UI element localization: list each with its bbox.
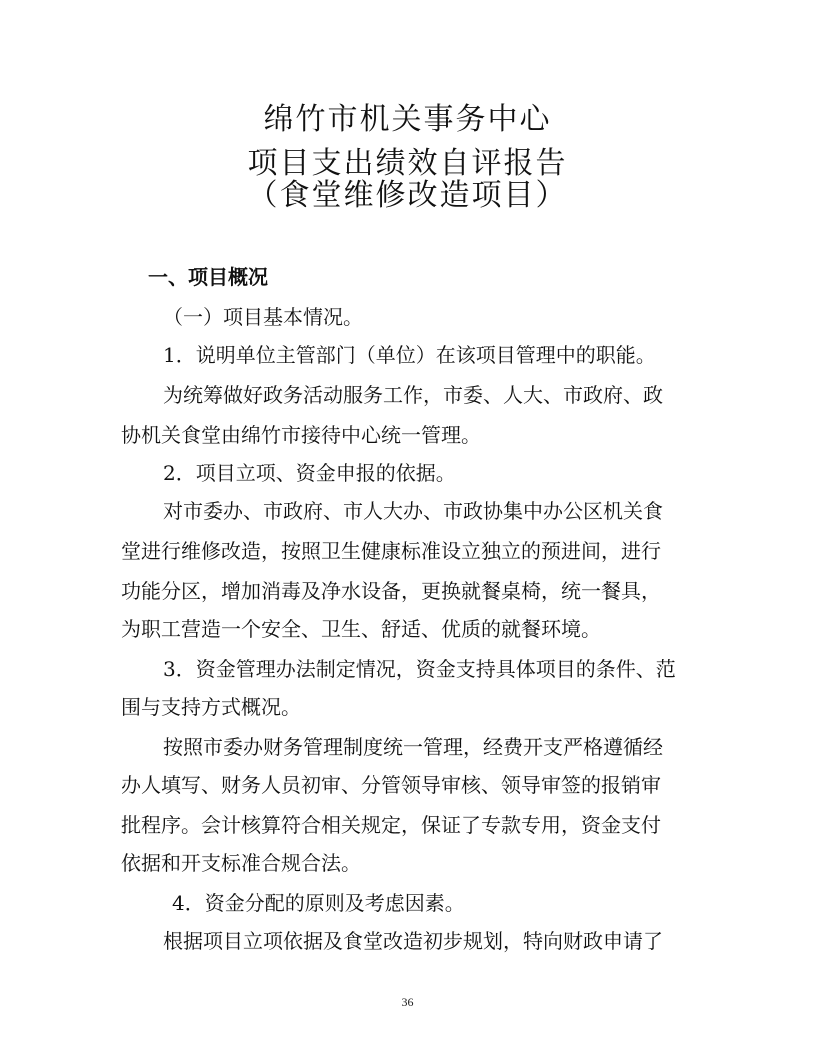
paragraph-line: 对市委办、市政府、市人大办、市政协集中办公区机关食 bbox=[163, 499, 663, 523]
paragraph-line: 功能分区，增加消毒及净水设备，更换就餐桌椅，统一餐具， bbox=[121, 579, 661, 603]
paragraph-line: 批程序。会计核算符合相关规定，保证了专款专用，资金支付 bbox=[121, 813, 661, 837]
item-3-title: 3．资金管理办法制定情况，资金支持具体项目的条件、范 bbox=[163, 657, 676, 681]
report-title-line-1: 绵竹市机关事务中心 bbox=[263, 102, 552, 137]
page-number: 36 bbox=[401, 995, 414, 1009]
paragraph-line: 根据项目立项依据及食堂改造初步规划，特向财政申请了 bbox=[163, 929, 663, 953]
paragraph-line: 协机关食堂由绵竹市接待中心统一管理。 bbox=[121, 423, 481, 447]
paragraph-line: 为统筹做好政务活动服务工作，市委、人大、市政府、政 bbox=[163, 383, 663, 407]
paragraph-line: 依据和开支标准合规合法。 bbox=[121, 851, 361, 875]
item-3-title-cont: 围与支持方式概况。 bbox=[121, 695, 301, 719]
paragraph-line: 按照市委办财务管理制度统一管理，经费开支严格遵循经 bbox=[163, 735, 663, 759]
item-1-title: 1．说明单位主管部门（单位）在该项目管理中的职能。 bbox=[163, 343, 656, 367]
paragraph-line: 堂进行维修改造，按照卫生健康标准设立独立的预进间，进行 bbox=[121, 539, 661, 563]
item-4-title: 4．资金分配的原则及考虑因素。 bbox=[172, 891, 465, 915]
paragraph-line: 为职工营造一个安全、卫生、舒适、优质的就餐环境。 bbox=[121, 617, 601, 641]
subsection-heading: （一）项目基本情况。 bbox=[163, 305, 363, 329]
paragraph-line: 办人填写、财务人员初审、分管领导审核、领导审签的报销审 bbox=[121, 773, 661, 797]
item-2-title: 2．项目立项、资金申报的依据。 bbox=[163, 461, 456, 485]
section-heading: 一、项目概况 bbox=[148, 265, 268, 289]
report-title-line-2: 项目支出绩效自评报告 bbox=[247, 146, 568, 181]
report-title-line-3: （食堂维修改造项目） bbox=[247, 178, 568, 213]
